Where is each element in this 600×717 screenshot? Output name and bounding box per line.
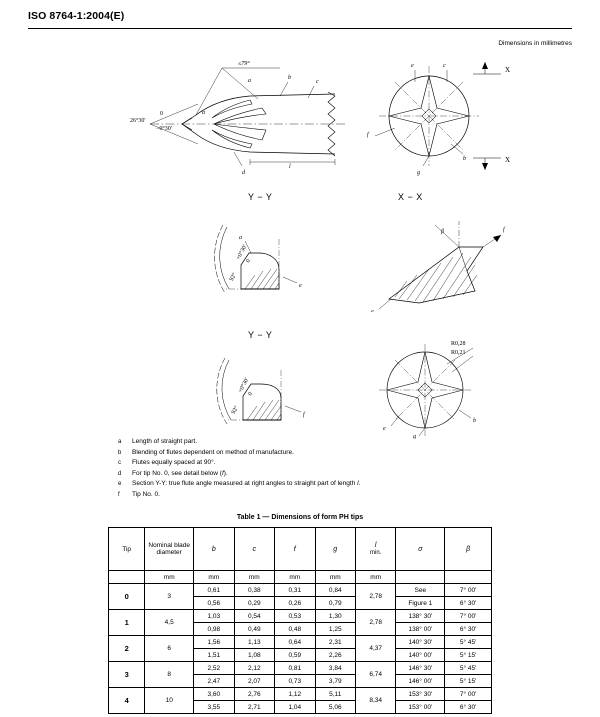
footnote-text-e: Section Y-Y: true flute angle measured at right angles to straight part of length (132, 480, 358, 487)
footnote-e-italic: l (357, 480, 359, 487)
col-header-c: c (234, 528, 274, 571)
svg-text:X: X (505, 156, 511, 164)
cell-g-min: 5,06 (315, 701, 355, 714)
col-header-l-sub: min. (370, 550, 382, 556)
cell-f-min: 0,59 (275, 649, 315, 662)
footnote-text-a: Length of straight part. (132, 438, 198, 445)
table-row (109, 662, 492, 675)
footnote-mark-e: e (118, 481, 122, 487)
cell-sigma-max: 140° 30' (396, 636, 445, 649)
svg-text:0: 0 (160, 111, 163, 117)
cell-b-max: 2,52 (194, 662, 234, 675)
cell-b-min: 1,51 (194, 649, 234, 662)
table-head (109, 528, 492, 584)
svg-text:α: α (202, 110, 206, 116)
cell-nominal: 6 (145, 636, 194, 662)
svg-text:e: e (383, 426, 386, 432)
svg-text:f: f (367, 132, 369, 138)
cell-c-max: 1,13 (234, 636, 274, 649)
cell-f-min: 0,26 (275, 597, 315, 610)
cell-f-max: 0,64 (275, 636, 315, 649)
col-header-l-label: l (374, 542, 377, 549)
col-header-l (355, 528, 395, 571)
col-header-g: g (315, 528, 355, 571)
svg-text:+0°30': +0°30' (235, 244, 249, 261)
cell-l: 6,74 (355, 662, 395, 688)
cell-c-min: 2,07 (234, 675, 274, 688)
cell-beta-max: 5° 45' (445, 636, 492, 649)
cell-g-max: 2,31 (315, 636, 355, 649)
cell-tip: 0 (109, 584, 145, 610)
cell-b-max: 1,03 (194, 610, 234, 623)
svg-text:≤79°: ≤79° (238, 61, 250, 67)
section-yy-lower-drawing (205, 344, 355, 439)
technical-drawing (0, 52, 600, 439)
cell-c-max: 0,54 (234, 610, 274, 623)
table-header-row (109, 528, 492, 571)
table-body (109, 584, 492, 714)
page-title: ISO 8764-1:2004(E) (28, 10, 125, 22)
unit-f: mm (275, 571, 315, 584)
svg-text:0: 0 (245, 258, 253, 264)
cell-f-max: 0,31 (275, 584, 315, 597)
view-label-yy-2: Y − Y (248, 330, 273, 340)
svg-text:a: a (239, 235, 242, 241)
cell-beta-max: 7° 00' (445, 688, 492, 701)
svg-text:f: f (303, 412, 305, 418)
col-header-beta: β (445, 528, 492, 571)
svg-text:d: d (242, 170, 245, 176)
table-row (109, 636, 492, 649)
cell-f-max: 0,81 (275, 662, 315, 675)
cell-beta-max: 7° 00' (445, 610, 492, 623)
dimensions-table (108, 527, 492, 714)
svg-text:f: f (503, 227, 505, 233)
svg-text:R0,28: R0,28 (451, 341, 466, 347)
cell-g-min: 0,79 (315, 597, 355, 610)
svg-text:β: β (441, 229, 444, 235)
footnote-e (118, 479, 538, 490)
cell-beta-min: 6° 30' (445, 597, 492, 610)
cell-b-max: 0,61 (194, 584, 234, 597)
svg-text:c: c (316, 79, 319, 85)
unit-l: mm (355, 571, 395, 584)
unit-sigma (396, 571, 445, 584)
cell-c-min: 2,71 (234, 701, 274, 714)
footnote-mark-c: c (118, 460, 121, 466)
cell-tip: 1 (109, 610, 145, 636)
section-xx-drawing (355, 207, 525, 312)
cell-g-max: 1,30 (315, 610, 355, 623)
svg-text:c: c (443, 63, 446, 69)
footnote-mark-d: d (118, 470, 122, 477)
header-divider (28, 28, 572, 29)
end-view-drawing (355, 52, 525, 182)
cell-beta-max: 5° 45' (445, 662, 492, 675)
col-header-sigma: σ (396, 528, 445, 571)
cell-b-min: 2,47 (194, 675, 234, 688)
footnote-f (118, 490, 538, 501)
svg-text:g: g (417, 170, 420, 176)
cell-c-min: 1,08 (234, 649, 274, 662)
view-label-yy-1: Y − Y (248, 192, 273, 202)
unit-nominal: mm (145, 571, 194, 584)
cell-c-min: 0,29 (234, 597, 274, 610)
cell-sigma-min: Figure 1 (396, 597, 445, 610)
svg-text:e: e (371, 309, 374, 312)
cell-sigma-min: 140° 00' (396, 649, 445, 662)
footnote-mark-a: a (118, 439, 122, 445)
footnote-e-tail: . (358, 480, 361, 487)
footnote-d-italic: f (221, 469, 224, 477)
cell-l: 2,78 (355, 610, 395, 636)
table-row (109, 688, 492, 701)
cell-f-max: 0,53 (275, 610, 315, 623)
svg-text:R0,21: R0,21 (451, 350, 466, 356)
cell-sigma-min: 153° 00' (396, 701, 445, 714)
footnote-mark-f: f (118, 491, 120, 498)
unit-b: mm (194, 571, 234, 584)
figure-footnotes (118, 437, 538, 500)
cell-nominal: 3 (145, 584, 194, 610)
cell-f-min: 1,04 (275, 701, 315, 714)
cell-b-min: 0,98 (194, 623, 234, 636)
cell-b-max: 1,56 (194, 636, 234, 649)
svg-text:e: e (411, 63, 414, 69)
section-yy-upper-drawing (205, 207, 355, 312)
cell-tip: 3 (109, 662, 145, 688)
cell-b-min: 0,56 (194, 597, 234, 610)
svg-text:b: b (463, 156, 466, 162)
cell-sigma-min: 138° 00' (396, 623, 445, 636)
side-view-drawing (130, 52, 390, 182)
svg-text:b: b (288, 75, 291, 81)
cell-l: 2,78 (355, 584, 395, 610)
svg-text:92°: 92° (228, 272, 239, 283)
svg-text:g: g (413, 434, 416, 439)
cell-beta-min: 6° 30' (445, 623, 492, 636)
footnote-b (118, 448, 538, 459)
cell-b-min: 3,55 (194, 701, 234, 714)
unit-g: mm (315, 571, 355, 584)
footnote-a (118, 437, 538, 448)
svg-text:0: 0 (247, 391, 255, 397)
cell-sigma-max: 138° 30' (396, 610, 445, 623)
cell-beta-min: 6° 30' (445, 701, 492, 714)
svg-text:+0°30': +0°30' (237, 377, 251, 394)
cell-c-min: 0,49 (234, 623, 274, 636)
cell-sigma-max: 153° 30' (396, 688, 445, 701)
svg-text:X: X (505, 66, 511, 74)
cell-nominal: 10 (145, 688, 194, 714)
cell-b-max: 3,60 (194, 688, 234, 701)
col-header-tip: Tip (109, 528, 145, 571)
cell-g-min: 1,25 (315, 623, 355, 636)
footnote-text-f: Tip No. 0. (132, 490, 160, 498)
unit-beta (445, 571, 492, 584)
cell-g-max: 3,84 (315, 662, 355, 675)
table-row (109, 584, 492, 597)
svg-text:−0°30': −0°30' (156, 126, 172, 132)
view-label-xx: X − X (398, 192, 423, 202)
footnote-d-tail: ). (223, 469, 228, 477)
cell-beta-min: 5° 15' (445, 649, 492, 662)
unit-tip (109, 571, 145, 584)
tip-zero-detail-drawing (355, 334, 525, 439)
cell-l: 4,37 (355, 636, 395, 662)
cell-sigma-max: See (396, 584, 445, 597)
cell-g-max: 0,84 (315, 584, 355, 597)
dimensions-note: Dimensions in millimetres (498, 40, 572, 47)
table-units-row (109, 571, 492, 584)
col-header-nominal: Nominal blade diameter (145, 528, 194, 571)
cell-beta-max: 7° 00' (445, 584, 492, 597)
footnote-text-d: For tip No. 0, see detail below ( (132, 469, 222, 477)
cell-g-min: 3,79 (315, 675, 355, 688)
cell-l: 8,34 (355, 688, 395, 714)
svg-text:a: a (248, 78, 251, 84)
cell-c-max: 2,76 (234, 688, 274, 701)
col-header-f: f (275, 528, 315, 571)
cell-c-max: 0,38 (234, 584, 274, 597)
cell-sigma-min: 146° 00' (396, 675, 445, 688)
footnote-c (118, 458, 538, 469)
col-header-b: b (194, 528, 234, 571)
footnote-text-b: Blending of flutes dependent on method of manufacture. (132, 448, 294, 456)
cell-tip: 4 (109, 688, 145, 714)
table-row (109, 610, 492, 623)
svg-text:92°: 92° (230, 405, 241, 416)
svg-text:l: l (289, 164, 291, 170)
cell-c-max: 2,12 (234, 662, 274, 675)
cell-f-min: 0,48 (275, 623, 315, 636)
cell-g-min: 2,26 (315, 649, 355, 662)
cell-sigma-max: 146° 30' (396, 662, 445, 675)
cell-nominal: 8 (145, 662, 194, 688)
cell-g-max: 5,11 (315, 688, 355, 701)
cell-f-max: 1,12 (275, 688, 315, 701)
svg-text:e: e (299, 283, 302, 289)
table-caption: Table 1 — Dimensions of form PH tips (236, 514, 364, 521)
cell-tip: 2 (109, 636, 145, 662)
footnote-d (118, 469, 538, 480)
footnote-mark-b: b (118, 449, 122, 456)
cell-beta-min: 5° 15' (445, 675, 492, 688)
unit-c: mm (234, 571, 274, 584)
svg-text:26°30': 26°30' (130, 118, 146, 124)
cell-f-min: 0,73 (275, 675, 315, 688)
footnote-text-c: Flutes equally spaced at 90°. (132, 459, 216, 466)
cell-nominal: 4,5 (145, 610, 194, 636)
svg-text:b: b (473, 418, 476, 424)
